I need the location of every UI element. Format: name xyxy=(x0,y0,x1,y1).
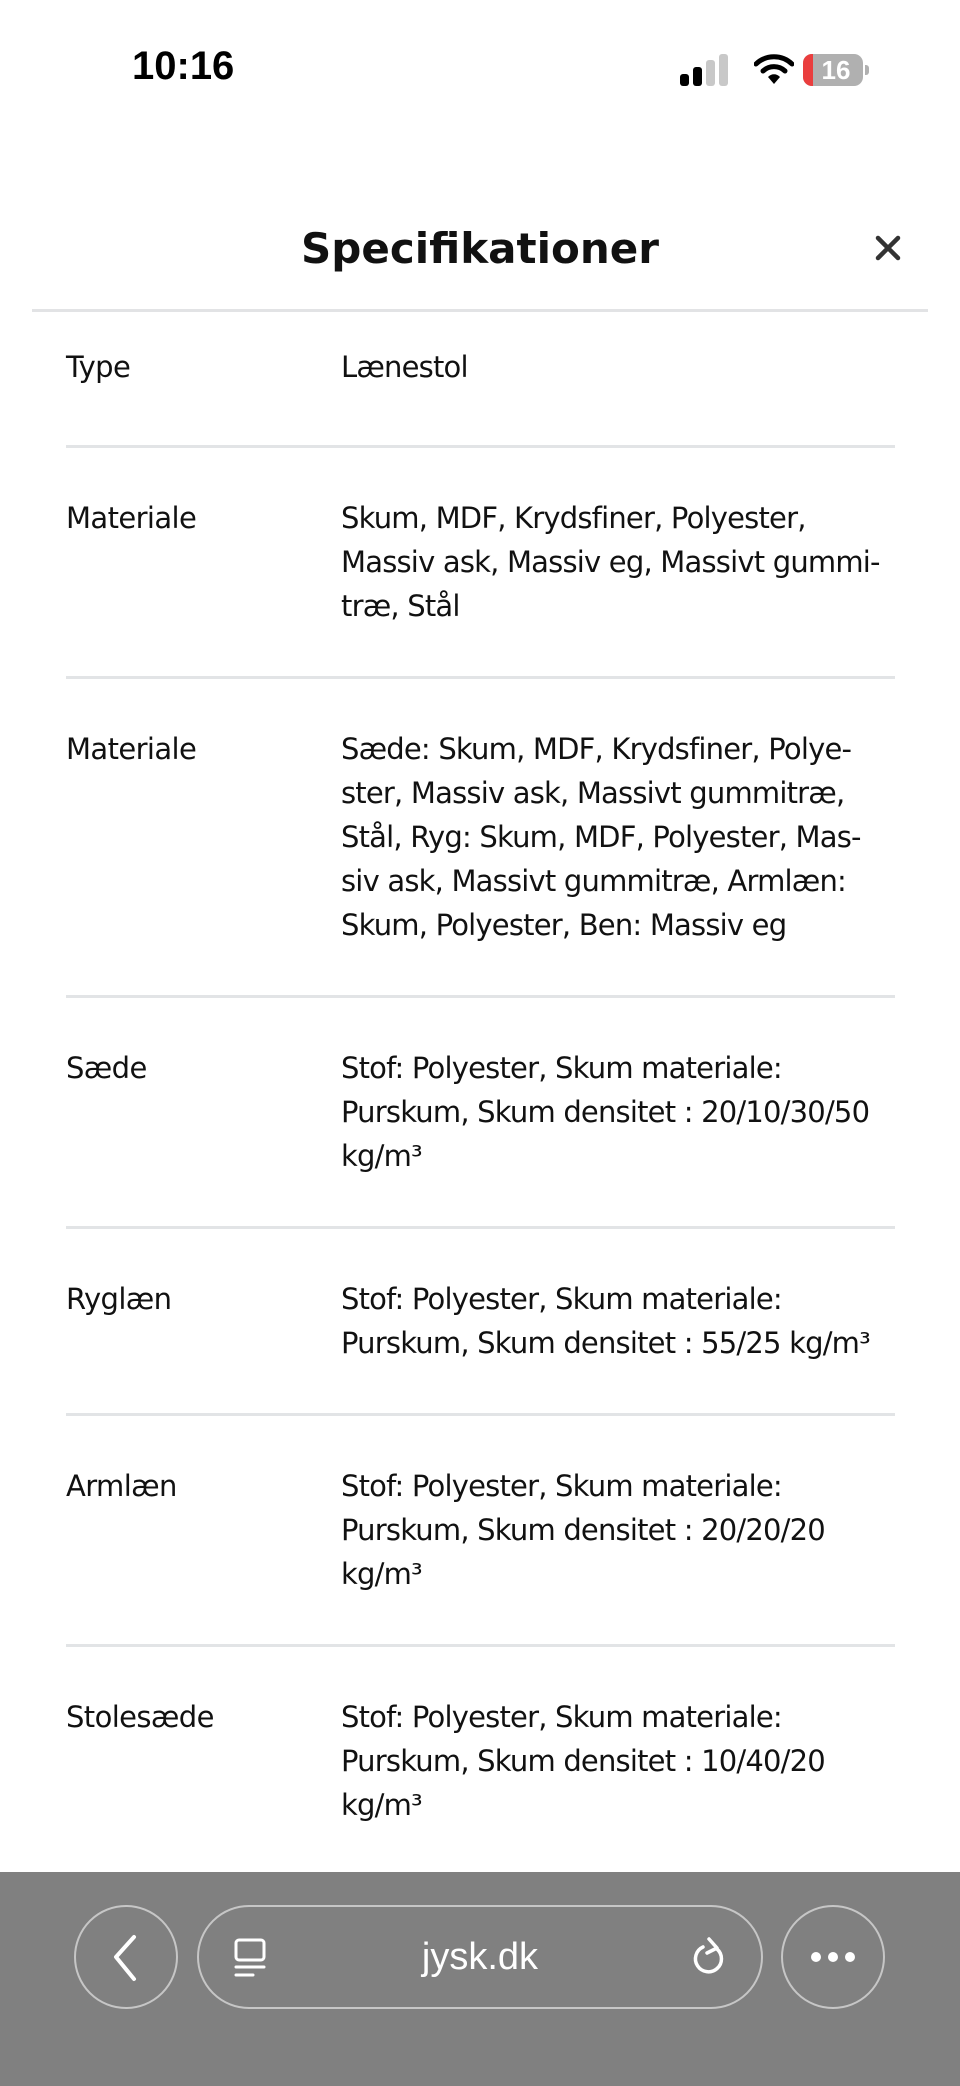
spec-row-stolesaede xyxy=(66,1647,895,1875)
sheet-title: Specifikationer xyxy=(301,224,659,273)
address-bar[interactable] xyxy=(197,1905,763,2009)
spec-label: Materiale xyxy=(66,501,197,535)
status-time: 10:16 xyxy=(132,44,235,88)
spec-label: Armlæn xyxy=(66,1469,177,1503)
spec-row-armlaen xyxy=(66,1416,895,1647)
sheet-header xyxy=(32,200,928,312)
spec-label: Sæde xyxy=(66,1051,147,1085)
spec-value: Lænestol xyxy=(341,350,468,384)
spec-row-ryglaen xyxy=(66,1229,895,1416)
spec-value: Stof: Polyester, Skum materiale: Purskum, Skum densitet : 20/20/20 kg/m³ xyxy=(341,1469,825,1591)
browser-toolbar xyxy=(0,1872,960,2086)
signal-icon xyxy=(680,54,730,86)
wifi-icon xyxy=(754,52,794,86)
spec-row-materiale xyxy=(66,448,895,679)
spec-label: Type xyxy=(66,350,131,384)
spec-row-saede xyxy=(66,998,895,1229)
reload-icon[interactable] xyxy=(689,1935,729,1979)
back-button[interactable] xyxy=(74,1905,178,2009)
battery-level: 16 xyxy=(821,55,851,85)
status-bar xyxy=(0,0,960,130)
spec-value: Stof: Polyester, Skum materiale: Purskum, Skum densitet : 20/10/30/50 kg/m³ xyxy=(341,1051,870,1173)
spec-label: Stolesæde xyxy=(66,1700,214,1734)
more-icon xyxy=(783,1907,883,2007)
battery-icon xyxy=(803,54,869,86)
spec-value: Stof: Polyester, Skum materiale: Purskum, Skum densitet : 10/40/20 kg/m³ xyxy=(341,1700,825,1822)
spec-value: Sæde: Skum, MDF, Krydsfiner, Polye-ster, Massiv ask, Massivt gummitræ, Stål, Ryg: Skum, MDF, Polyester, Mas-siv ask, Massivt gummitræ, Armlæn: Skum, Polyester, Ben: Massiv eg xyxy=(341,732,861,942)
spec-row-materiale-detail xyxy=(66,679,895,998)
spec-label: Ryglæn xyxy=(66,1282,172,1316)
more-button[interactable] xyxy=(781,1905,885,2009)
close-icon xyxy=(870,230,906,266)
chevron-left-icon xyxy=(76,1907,176,2007)
url-text: jysk.dk xyxy=(421,1936,539,1978)
spec-list xyxy=(66,315,895,1875)
spec-label: Materiale xyxy=(66,732,197,766)
spec-value: Skum, MDF, Krydsfiner, Polyester, Massiv ask, Massiv eg, Massivt gummi-træ, Stål xyxy=(341,501,880,623)
spec-row-type xyxy=(66,315,895,448)
close-button[interactable] xyxy=(870,230,906,266)
spec-value: Stof: Polyester, Skum materiale: Purskum, Skum densitet : 55/25 kg/m³ xyxy=(341,1282,870,1360)
